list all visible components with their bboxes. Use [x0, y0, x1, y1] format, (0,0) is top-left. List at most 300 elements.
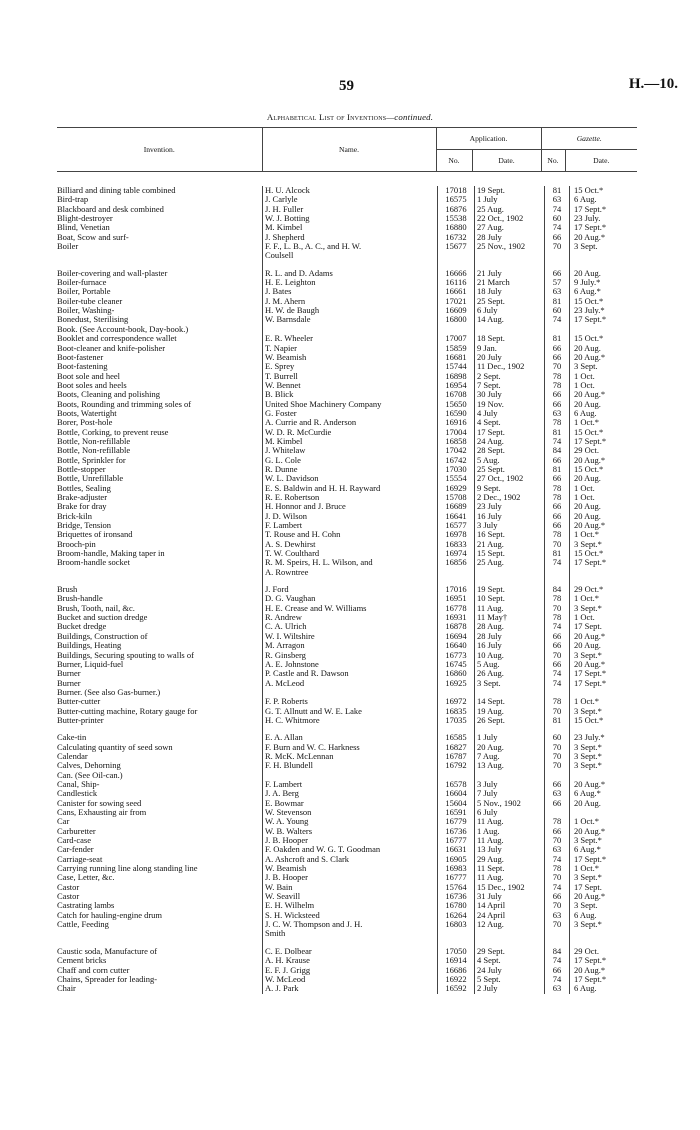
name-cell: W. McLeod: [263, 975, 438, 984]
application-no-cell: 16974: [438, 549, 475, 558]
gazette-no-cell: 81: [545, 334, 570, 343]
application-no-cell: 16905: [438, 855, 475, 864]
application-date-cell: [475, 771, 545, 780]
name-cell: A. S. Dewhirst: [263, 540, 438, 549]
table-row: [57, 428, 646, 437]
table-row: [57, 817, 646, 826]
table-row: [57, 733, 646, 742]
application-no-cell: [438, 325, 475, 334]
application-no-cell: 16860: [438, 669, 475, 678]
gazette-no-cell: 70: [545, 540, 570, 549]
header-application-date: Date.: [472, 150, 541, 172]
gazette-no-cell: 78: [545, 594, 570, 603]
application-date-cell: 19 Aug.: [475, 707, 545, 716]
application-no-cell: 16681: [438, 353, 475, 362]
table-row: [57, 761, 646, 770]
application-no-cell: [438, 568, 475, 577]
gazette-no-cell: 78: [545, 418, 570, 427]
application-no-cell: 15650: [438, 400, 475, 409]
table-row: [57, 390, 646, 399]
gazette-no-cell: 66: [545, 780, 570, 789]
table-row: [57, 315, 646, 324]
application-no-cell: 17004: [438, 428, 475, 437]
gazette-date-cell: 6 Aug.: [570, 911, 647, 920]
gazette-date-cell: 3 Sept.: [570, 362, 647, 371]
name-cell: [263, 771, 438, 780]
invention-cell: Butter-printer: [57, 715, 104, 725]
name-cell: M. Kimbel: [263, 223, 438, 232]
header-gazette: Gazette.: [541, 128, 637, 150]
application-date-cell: 3 July: [475, 780, 545, 789]
gazette-no-cell: 63: [545, 287, 570, 296]
name-cell: J. D. Wilson: [263, 512, 438, 521]
name-cell: R. Dunne: [263, 465, 438, 474]
name-cell: E. F. J. Grigg: [263, 966, 438, 975]
application-date-cell: 11 Aug.: [475, 604, 545, 613]
gazette-no-cell: 60: [545, 214, 570, 223]
application-no-cell: 16736: [438, 892, 475, 901]
application-no-cell: 17021: [438, 297, 475, 306]
gazette-date-cell: 3 Sept.*: [570, 761, 647, 770]
invention-cell: Chains, Spreader for leading-: [57, 974, 158, 984]
gazette-date-cell: 20 Aug.: [570, 400, 647, 409]
gazette-no-cell: 74: [545, 855, 570, 864]
name-cell: M. Arragon: [263, 641, 438, 650]
name-cell: F. Lambert: [263, 521, 438, 530]
gazette-date-cell: 3 Sept.: [570, 901, 647, 910]
gazette-date-cell: 15 Oct.*: [570, 334, 647, 343]
invention-cell: Bird-trap: [57, 195, 89, 205]
table-row: [57, 947, 646, 956]
gazette-date-cell: 6 Aug.: [570, 984, 647, 993]
invention-cell: Bottle, Corking, to prevent reuse: [57, 427, 169, 437]
application-no-cell: 16604: [438, 789, 475, 798]
gazette-date-cell: [570, 808, 647, 817]
invention-cell: Blind, Venetian: [57, 223, 110, 233]
table-row: [57, 594, 646, 603]
application-date-cell: [475, 688, 545, 697]
name-cell: [263, 325, 438, 334]
gazette-no-cell: 70: [545, 901, 570, 910]
gazette-date-cell: 20 Aug.*: [570, 390, 647, 399]
invention-cell: Brake for dray: [57, 502, 107, 512]
table-row: [57, 855, 646, 864]
application-date-cell: [475, 251, 545, 260]
application-no-cell: 16898: [438, 372, 475, 381]
table-row: [57, 883, 646, 892]
invention-cell: Boiler: [57, 242, 79, 252]
table-row: [57, 214, 646, 223]
gazette-date-cell: 3 Sept.*: [570, 836, 647, 845]
gazette-no-cell: 66: [545, 344, 570, 353]
application-no-cell: 16591: [438, 808, 475, 817]
application-no-cell: 17016: [438, 585, 475, 594]
invention-cell: Blight-destroyer: [57, 214, 113, 224]
gazette-date-cell: 20 Aug.: [570, 799, 647, 808]
application-no-cell: 16116: [438, 278, 475, 287]
application-date-cell: 23 July: [475, 502, 545, 511]
gazette-no-cell: 66: [545, 269, 570, 278]
group-spacer: [57, 261, 646, 269]
application-no-cell: 16916: [438, 418, 475, 427]
name-cell: H. E. Crease and W. Williams: [263, 604, 438, 613]
gazette-date-cell: 17 Sept.*: [570, 956, 647, 965]
invention-cell: Briquettes of ironsand: [57, 530, 133, 540]
gazette-no-cell: 66: [545, 827, 570, 836]
application-no-cell: 16575: [438, 195, 475, 204]
gazette-date-cell: 17 Sept.: [570, 622, 647, 631]
application-date-cell: 3 Sept.: [475, 679, 545, 688]
invention-cell: Brush-handle: [57, 594, 103, 604]
gazette-date-cell: 15 Oct.*: [570, 716, 647, 725]
page-title-main: Alphabetical List of Inventions: [266, 112, 387, 122]
group-spacer: [57, 577, 646, 585]
header-application-no: No.: [436, 150, 472, 172]
invention-cell: Brush, Tooth, nail, &c.: [57, 603, 135, 613]
invention-cell: Calves, Dehorning: [57, 761, 121, 771]
name-cell: J. Carlyle: [263, 195, 438, 204]
gazette-no-cell: [545, 251, 570, 260]
gazette-date-cell: 1 Oct.: [570, 484, 647, 493]
application-no-cell: 16694: [438, 632, 475, 641]
invention-cell: Boot-fastening: [57, 362, 108, 372]
application-no-cell: 16978: [438, 530, 475, 539]
gazette-date-cell: 20 Aug.: [570, 344, 647, 353]
gazette-date-cell: 29 Oct.: [570, 947, 647, 956]
gazette-no-cell: 57: [545, 278, 570, 287]
table-row: [57, 743, 646, 752]
name-cell: W. Seavill: [263, 892, 438, 901]
application-date-cell: 29 Sept.: [475, 947, 545, 956]
invention-cell: Boot soles and heels: [57, 380, 127, 390]
name-cell: J. A. Berg: [263, 789, 438, 798]
application-date-cell: 19 Sept.: [475, 186, 545, 195]
application-no-cell: 16827: [438, 743, 475, 752]
gazette-date-cell: 1 Oct.: [570, 381, 647, 390]
application-date-cell: 1 July: [475, 195, 545, 204]
page-title: [0, 112, 700, 122]
application-date-cell: 1 Aug.: [475, 827, 545, 836]
gazette-date-cell: 20 Aug.*: [570, 966, 647, 975]
table-row: [57, 966, 646, 975]
application-date-cell: 19 Sept.: [475, 585, 545, 594]
application-date-cell: 18 Sept.: [475, 334, 545, 343]
invention-cell: Bottle-stopper: [57, 464, 106, 474]
invention-cell: Cake-tin: [57, 733, 87, 743]
table-row: [57, 278, 646, 287]
name-cell: A. J. Park: [263, 984, 438, 993]
application-no-cell: 16914: [438, 956, 475, 965]
gazette-date-cell: [570, 568, 647, 577]
application-date-cell: 9 Jan.: [475, 344, 545, 353]
gazette-date-cell: 3 Sept.*: [570, 920, 647, 929]
application-date-cell: [475, 568, 545, 577]
application-date-cell: 19 Nov.: [475, 400, 545, 409]
application-no-cell: 16787: [438, 752, 475, 761]
gazette-no-cell: 66: [545, 233, 570, 242]
name-cell: F. F., L. B., A. C., and H. W.: [263, 242, 438, 251]
gazette-no-cell: [545, 808, 570, 817]
gazette-no-cell: 81: [545, 716, 570, 725]
name-cell: W. Bain: [263, 883, 438, 892]
gazette-no-cell: 70: [545, 604, 570, 613]
application-date-cell: 4 Sept.: [475, 418, 545, 427]
name-cell: J. M. Ahern: [263, 297, 438, 306]
name-cell: [263, 688, 438, 697]
invention-cell: Brake-adjuster: [57, 493, 108, 502]
gazette-no-cell: 74: [545, 223, 570, 232]
application-no-cell: 16686: [438, 966, 475, 975]
gazette-no-cell: 74: [545, 975, 570, 984]
invention-cell: Boiler-furnace: [57, 278, 107, 288]
name-cell: T. Burrell: [263, 372, 438, 381]
application-date-cell: 25 Aug.: [475, 558, 545, 567]
gazette-date-cell: 1 Oct.*: [570, 418, 647, 427]
application-date-cell: 16 Sept.: [475, 530, 545, 539]
table-row: [57, 604, 646, 613]
application-date-cell: 14 April: [475, 901, 545, 910]
gazette-no-cell: 60: [545, 733, 570, 742]
gazette-date-cell: 6 Aug.*: [570, 287, 647, 296]
application-date-cell: 14 Aug.: [475, 315, 545, 324]
invention-cell: Castor: [57, 892, 80, 902]
table-row: [57, 975, 646, 984]
invention-cell: Bottle, Unrefillable: [57, 474, 124, 484]
gazette-date-cell: 15 Oct.*: [570, 297, 647, 306]
gazette-no-cell: 66: [545, 353, 570, 362]
name-cell: C. E. Dolbear: [263, 947, 438, 956]
application-date-cell: 25 Sept.: [475, 297, 545, 306]
inventions-table: [57, 186, 646, 994]
application-date-cell: 25 Sept.: [475, 465, 545, 474]
gazette-date-cell: 1 Oct.*: [570, 697, 647, 706]
application-no-cell: 16745: [438, 660, 475, 669]
name-cell: E. Sprey: [263, 362, 438, 371]
invention-cell: [57, 251, 263, 260]
table-row: [57, 679, 646, 688]
application-date-cell: 26 Aug.: [475, 669, 545, 678]
table-row: [57, 771, 646, 780]
application-date-cell: 2 Sept.: [475, 372, 545, 381]
gazette-no-cell: 63: [545, 789, 570, 798]
table-row: [57, 845, 646, 854]
gazette-date-cell: 20 Aug.*: [570, 456, 647, 465]
invention-cell: Butter-cutting machine, Rotary gauge for: [57, 706, 198, 716]
application-date-cell: 13 Aug.: [475, 761, 545, 770]
gazette-date-cell: 17 Sept.*: [570, 315, 647, 324]
application-date-cell: 10 Sept.: [475, 594, 545, 603]
inventions-table-body: [57, 186, 646, 994]
application-date-cell: 5 Sept.: [475, 975, 545, 984]
gazette-no-cell: 84: [545, 947, 570, 956]
application-no-cell: 16590: [438, 409, 475, 418]
gazette-date-cell: 3 Sept.*: [570, 873, 647, 882]
name-cell: W. Beamish: [263, 353, 438, 362]
name-cell: H. U. Alcock: [263, 186, 438, 195]
application-date-cell: 4 July: [475, 409, 545, 418]
application-no-cell: 17018: [438, 186, 475, 195]
application-no-cell: 16736: [438, 827, 475, 836]
application-no-cell: 16925: [438, 679, 475, 688]
application-date-cell: 21 Aug.: [475, 540, 545, 549]
application-no-cell: 16777: [438, 873, 475, 882]
name-cell: United Shoe Machinery Company: [263, 400, 438, 409]
gazette-no-cell: 66: [545, 632, 570, 641]
invention-cell: Boiler-covering and wall-plaster: [57, 268, 168, 278]
invention-cell: Canister for sowing seed: [57, 798, 142, 808]
table-row: [57, 613, 646, 622]
application-no-cell: 16972: [438, 697, 475, 706]
name-cell: W. Barnsdale: [263, 315, 438, 324]
application-no-cell: 15764: [438, 883, 475, 892]
gazette-no-cell: 74: [545, 669, 570, 678]
invention-cell: Boiler, Washing-: [57, 306, 115, 316]
gazette-date-cell: [570, 325, 647, 334]
table-row: [57, 512, 646, 521]
gazette-no-cell: [545, 568, 570, 577]
table-row: [57, 446, 646, 455]
name-cell: H. W. de Baugh: [263, 306, 438, 315]
table-row: [57, 195, 646, 204]
table-row: [57, 465, 646, 474]
name-cell: W. L. Davidson: [263, 474, 438, 483]
group-spacer: [57, 939, 646, 947]
application-no-cell: 17035: [438, 716, 475, 725]
invention-cell: Brooch-pin: [57, 539, 96, 549]
table-row: [57, 873, 646, 882]
name-cell: J. C. W. Thompson and J. H.: [263, 920, 438, 929]
invention-cell: Burner, Liquid-fuel: [57, 659, 124, 669]
gazette-no-cell: 74: [545, 622, 570, 631]
application-date-cell: 11 May†: [475, 613, 545, 622]
gazette-no-cell: 63: [545, 984, 570, 993]
application-date-cell: 24 July: [475, 966, 545, 975]
name-cell: J. B. Hooper: [263, 873, 438, 882]
gazette-date-cell: 17 Sept.*: [570, 855, 647, 864]
table-row: [57, 651, 646, 660]
application-date-cell: 16 July: [475, 641, 545, 650]
gazette-date-cell: 15 Oct.*: [570, 428, 647, 437]
application-no-cell: 17050: [438, 947, 475, 956]
application-date-cell: 11 Dec., 1902: [475, 362, 545, 371]
table-row: [57, 325, 646, 334]
table-row: [57, 334, 646, 343]
table-row: [57, 474, 646, 483]
gazette-date-cell: 29 Oct.*: [570, 585, 647, 594]
table-row: [57, 493, 646, 502]
name-cell: F. P. Roberts: [263, 697, 438, 706]
gazette-no-cell: 70: [545, 743, 570, 752]
application-date-cell: 14 Sept.: [475, 697, 545, 706]
gazette-date-cell: 20 Aug.*: [570, 660, 647, 669]
gazette-no-cell: 74: [545, 437, 570, 446]
application-date-cell: 10 Aug.: [475, 651, 545, 660]
name-cell: T. Rouse and H. Cohn: [263, 530, 438, 539]
gazette-no-cell: [545, 771, 570, 780]
application-no-cell: 16577: [438, 521, 475, 530]
table-row: [57, 437, 646, 446]
invention-cell: Calculating quantity of seed sown: [57, 742, 173, 752]
table-row: [57, 502, 646, 511]
invention-cell: Boiler-tube cleaner: [57, 296, 123, 306]
gazette-no-cell: 78: [545, 530, 570, 539]
gazette-date-cell: 9 July.*: [570, 278, 647, 287]
application-date-cell: 2 Dec., 1902: [475, 493, 545, 502]
table-row: [57, 622, 646, 631]
invention-cell: Broom-handle, Making taper in: [57, 549, 165, 559]
table-row: [57, 836, 646, 845]
table-row: [57, 641, 646, 650]
invention-cell: Bottle, Non-refillable: [57, 436, 131, 446]
gazette-no-cell: 66: [545, 512, 570, 521]
gazette-no-cell: 81: [545, 428, 570, 437]
gazette-date-cell: 20 Aug.*: [570, 892, 647, 901]
invention-cell: Brush: [57, 585, 78, 595]
application-no-cell: 17007: [438, 334, 475, 343]
application-no-cell: 16641: [438, 512, 475, 521]
name-cell: H. C. Whitmore: [263, 716, 438, 725]
application-date-cell: 17 Sept.: [475, 428, 545, 437]
document-reference: H.—10.: [628, 76, 678, 92]
application-date-cell: 7 Sept.: [475, 381, 545, 390]
gazette-no-cell: 66: [545, 966, 570, 975]
application-no-cell: 16585: [438, 733, 475, 742]
header-gazette-no: No.: [541, 150, 565, 172]
gazette-no-cell: 78: [545, 493, 570, 502]
name-cell: J. H. Fuller: [263, 205, 438, 214]
application-no-cell: 16779: [438, 817, 475, 826]
application-no-cell: 16856: [438, 558, 475, 567]
gazette-no-cell: 60: [545, 306, 570, 315]
gazette-date-cell: 23 July.: [570, 214, 647, 223]
invention-cell: Carburetter: [57, 826, 96, 836]
table-row: [57, 269, 646, 278]
gazette-no-cell: 66: [545, 892, 570, 901]
application-no-cell: 16792: [438, 761, 475, 770]
invention-cell: Boot-cleaner and knife-polisher: [57, 343, 166, 353]
table-row: [57, 789, 646, 798]
application-no-cell: 16689: [438, 502, 475, 511]
invention-cell: Burner: [57, 678, 81, 688]
application-no-cell: 15604: [438, 799, 475, 808]
application-date-cell: 15 Sept.: [475, 549, 545, 558]
application-no-cell: [438, 688, 475, 697]
invention-cell: Buildings, Heating: [57, 641, 122, 651]
table-row: [57, 353, 646, 362]
name-cell: B. Blick: [263, 390, 438, 399]
application-date-cell: 24 April: [475, 911, 545, 920]
application-date-cell: 13 July: [475, 845, 545, 854]
table-row: [57, 901, 646, 910]
gazette-no-cell: 66: [545, 660, 570, 669]
gazette-date-cell: 1 Oct.: [570, 613, 647, 622]
gazette-no-cell: 74: [545, 315, 570, 324]
gazette-no-cell: 74: [545, 205, 570, 214]
application-no-cell: 16777: [438, 836, 475, 845]
application-date-cell: 28 July: [475, 632, 545, 641]
gazette-date-cell: 17 Sept.*: [570, 669, 647, 678]
name-cell: A. Ashcroft and S. Clark: [263, 855, 438, 864]
name-cell: A. Rowntree: [263, 568, 438, 577]
gazette-no-cell: 66: [545, 474, 570, 483]
application-no-cell: 16929: [438, 484, 475, 493]
table-row: [57, 911, 646, 920]
application-date-cell: 29 Aug.: [475, 855, 545, 864]
invention-cell: Boiler, Portable: [57, 287, 111, 297]
application-date-cell: 20 Aug.: [475, 743, 545, 752]
table-row: [57, 752, 646, 761]
application-no-cell: 16954: [438, 381, 475, 390]
